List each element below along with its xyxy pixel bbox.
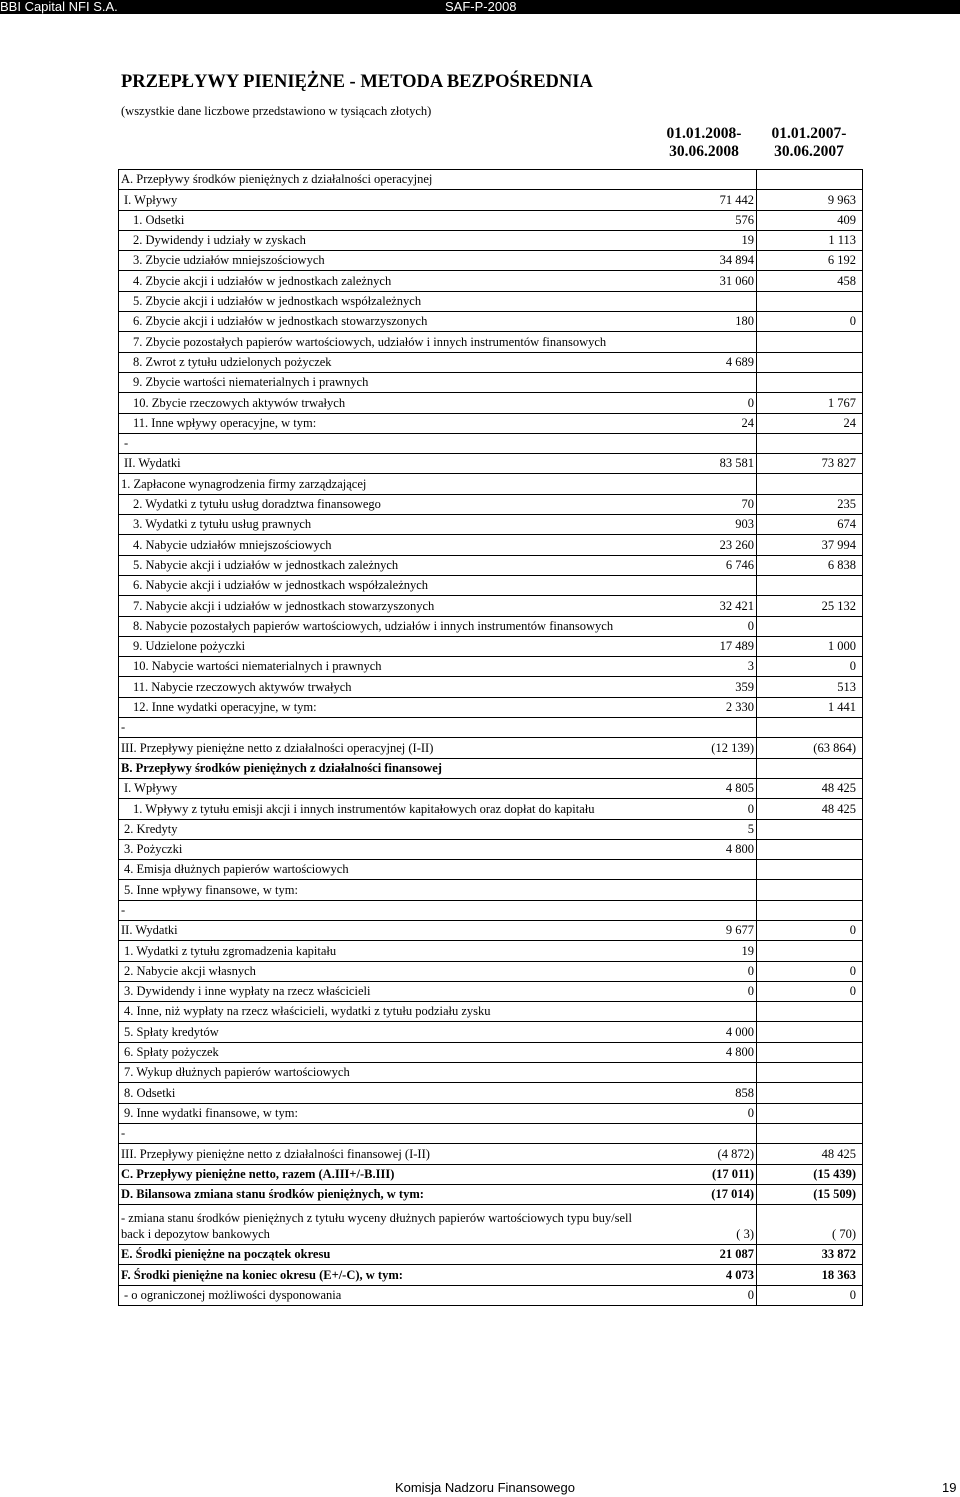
value-2007: 0 xyxy=(849,923,856,938)
row-label: - o ograniczonej możliwości dysponowania xyxy=(124,1288,342,1303)
table-row xyxy=(119,1082,862,1102)
value-2008: 0 xyxy=(747,1105,754,1120)
row-label: II. Wydatki xyxy=(124,456,181,471)
value-2008: 2 330 xyxy=(725,700,754,715)
column-divider xyxy=(756,1082,757,1102)
value-2008: 31 060 xyxy=(719,273,754,288)
row-label: F. Środki pieniężne na koniec okresu (E+/-C), w tym: xyxy=(121,1267,403,1282)
value-2008: 0 xyxy=(747,801,754,816)
column-divider xyxy=(756,616,757,636)
table-row xyxy=(119,392,862,412)
table-row xyxy=(119,270,862,290)
table-row xyxy=(119,1244,862,1264)
table-row xyxy=(119,1204,862,1244)
row-label: 10. Nabycie wartości niematerialnych i prawnych xyxy=(133,659,382,674)
table-row xyxy=(119,534,862,554)
row-label: 1. Odsetki xyxy=(133,212,185,227)
column-divider xyxy=(756,169,757,189)
table-row xyxy=(119,1021,862,1041)
value-2008: 0 xyxy=(747,984,754,999)
value-2008: 24 xyxy=(741,415,754,430)
row-label: 1. Wydatki z tytułu zgromadzenia kapitału xyxy=(124,943,337,958)
table-row xyxy=(119,981,862,1001)
value-2008: 71 442 xyxy=(719,192,754,207)
table-row xyxy=(119,372,862,392)
row-label: 11. Nabycie rzeczowych aktywów trwałych xyxy=(133,679,352,694)
value-2007: 9 963 xyxy=(827,192,856,207)
table-row xyxy=(119,676,862,696)
value-2007: 409 xyxy=(837,212,856,227)
row-label: D. Bilansowa zmiana stanu środków pieniężnych, w tym: xyxy=(121,1187,424,1202)
table-row xyxy=(119,514,862,534)
value-2007: 48 425 xyxy=(821,781,856,796)
row-label: 10. Zbycie rzeczowych aktywów trwałych xyxy=(133,395,346,410)
table-row xyxy=(119,1042,862,1062)
row-label: 4. Emisja dłużnych papierów wartościowych xyxy=(124,862,349,877)
table-row xyxy=(119,169,862,189)
row-label: 4. Nabycie udziałów mniejszościowych xyxy=(133,537,332,552)
table-row xyxy=(119,920,862,940)
table-row xyxy=(119,839,862,859)
column-divider xyxy=(756,1021,757,1041)
table-row xyxy=(119,1285,862,1305)
row-label: 8. Odsetki xyxy=(124,1085,176,1100)
value-2007: 24 xyxy=(843,415,856,430)
column-header-line: 01.01.2007- xyxy=(771,125,847,142)
row-label: - xyxy=(124,436,129,451)
value-2007: 37 994 xyxy=(821,537,856,552)
value-2008: 23 260 xyxy=(719,537,754,552)
row-label: B. Przepływy środków pieniężnych z działalności finansowej xyxy=(121,760,442,775)
row-label: 3. Wydatki z tytułu usług prawnych xyxy=(133,517,312,532)
header-band xyxy=(0,0,960,14)
value-2008: (17 014) xyxy=(711,1187,754,1202)
value-2007: 1 767 xyxy=(827,395,856,410)
column-divider xyxy=(756,717,757,737)
column-divider xyxy=(756,839,757,859)
value-2008: 4 800 xyxy=(725,1045,754,1060)
value-2007: (63 864) xyxy=(813,740,856,755)
report-code: SAF-P-2008 xyxy=(445,0,517,14)
row-label: 6. Nabycie akcji i udziałów w jednostkach współzależnych xyxy=(133,578,429,593)
row-label: 4. Inne, niż wypłaty na rzecz właścicieli, wydatki z tytułu podziału zysku xyxy=(124,1004,491,1019)
column-divider xyxy=(756,859,757,879)
table-row xyxy=(119,453,862,473)
value-2007: 674 xyxy=(837,517,856,532)
value-2008: 70 xyxy=(741,497,754,512)
column-divider xyxy=(756,1123,757,1143)
value-2008: 6 746 xyxy=(725,557,754,572)
column-divider xyxy=(756,900,757,920)
value-2008: 17 489 xyxy=(719,639,754,654)
table-row xyxy=(119,879,862,899)
row-label: 2. Dywidendy i udziały w zyskach xyxy=(133,233,306,248)
table-row xyxy=(119,616,862,636)
row-label: - zmiana stanu środków pieniężnych z tytułu wyceny dłużnych papierów wartościowych typu buy/sell back i depozytow bankowych xyxy=(121,1211,632,1242)
column-divider xyxy=(756,433,757,453)
table-row xyxy=(119,291,862,311)
value-2008: 0 xyxy=(747,1288,754,1303)
row-label: 9. Zbycie wartości niematerialnych i prawnych xyxy=(133,375,369,390)
row-label: 2. Kredyty xyxy=(124,821,178,836)
page-subtitle: (wszystkie dane liczbowe przedstawiono w tysiącach złotych) xyxy=(121,104,432,118)
value-2007: 0 xyxy=(849,984,856,999)
row-label: 3. Zbycie udziałów mniejszościowych xyxy=(133,253,325,268)
value-2008: 359 xyxy=(735,679,754,694)
row-label: 1. Wpływy z tytułu emisji akcji i innych instrumentów kapitałowych oraz dopłat do kapitału xyxy=(133,801,595,816)
row-label: 5. Inne wpływy finansowe, w tym: xyxy=(124,882,298,897)
value-2007: 48 425 xyxy=(821,1146,856,1161)
value-2008: 5 xyxy=(747,821,754,836)
value-2008: ( 3) xyxy=(736,1227,754,1242)
table-row xyxy=(119,494,862,514)
table-row xyxy=(119,1001,862,1021)
company-name: BBI Capital NFI S.A. xyxy=(0,0,118,14)
column-header-line: 01.01.2008- xyxy=(666,125,742,142)
row-label: 4. Zbycie akcji i udziałów w jednostkach zależnych xyxy=(133,273,392,288)
value-2008: 4 000 xyxy=(725,1024,754,1039)
table-row xyxy=(119,961,862,981)
row-label: 7. Wykup dłużnych papierów wartościowych xyxy=(124,1065,350,1080)
row-label: 9. Inne wydatki finansowe, w tym: xyxy=(124,1105,298,1120)
value-2008: 32 421 xyxy=(719,598,754,613)
table-row xyxy=(119,1143,862,1163)
row-label: 6. Spłaty pożyczek xyxy=(124,1045,219,1060)
value-2007: 33 872 xyxy=(821,1247,856,1262)
value-2007: 0 xyxy=(849,659,856,674)
column-divider xyxy=(756,1042,757,1062)
value-2007: 1 000 xyxy=(827,639,856,654)
row-label: 2. Nabycie akcji własnych xyxy=(124,963,256,978)
table-row xyxy=(119,778,862,798)
column-divider xyxy=(756,879,757,899)
table-row xyxy=(119,210,862,230)
value-2007: 1 113 xyxy=(828,233,856,248)
value-2007: 6 838 xyxy=(827,557,856,572)
table-row xyxy=(119,473,862,493)
row-label: A. Przepływy środków pieniężnych z działalności operacyjnej xyxy=(121,172,433,187)
value-2008: 858 xyxy=(735,1085,754,1100)
value-2007: 0 xyxy=(849,314,856,329)
value-2008: 0 xyxy=(747,395,754,410)
value-2007: ( 70) xyxy=(832,1227,856,1242)
row-label: 5. Spłaty kredytów xyxy=(124,1024,219,1039)
row-label: 3. Dywidendy i inne wypłaty na rzecz właścicieli xyxy=(124,984,371,999)
row-label: E. Środki pieniężne na początek okresu xyxy=(121,1247,331,1262)
column-divider xyxy=(756,331,757,351)
table-row xyxy=(119,758,862,778)
column-divider xyxy=(756,758,757,778)
table-row xyxy=(119,798,862,818)
column-divider xyxy=(756,473,757,493)
column-divider xyxy=(756,1062,757,1082)
table-row xyxy=(119,697,862,717)
column-divider xyxy=(756,372,757,392)
row-label: - xyxy=(121,1126,126,1141)
table-row xyxy=(119,1184,862,1204)
row-label: I. Wpływy xyxy=(124,192,178,207)
row-label: 6. Zbycie akcji i udziałów w jednostkach stowarzyszonych xyxy=(133,314,428,329)
column-header-2008 xyxy=(652,125,756,161)
table-row xyxy=(119,250,862,270)
value-2007: (15 439) xyxy=(813,1166,856,1181)
value-2007: 0 xyxy=(849,1288,856,1303)
row-label: I. Wpływy xyxy=(124,781,178,796)
row-label: 1. Zapłacone wynagrodzenia firmy zarządzającej xyxy=(121,476,367,491)
column-divider xyxy=(756,352,757,372)
table-row xyxy=(119,900,862,920)
table-row xyxy=(119,555,862,575)
row-label: C. Przepływy pieniężne netto, razem (A.III+/-B.III) xyxy=(121,1166,395,1181)
value-2008: 4 800 xyxy=(725,842,754,857)
value-2008: 903 xyxy=(735,517,754,532)
value-2007: 25 132 xyxy=(821,598,856,613)
value-2007: 6 192 xyxy=(827,253,856,268)
value-2008: 83 581 xyxy=(719,456,754,471)
value-2008: 4 805 xyxy=(725,781,754,796)
value-2008: 576 xyxy=(735,212,754,227)
footer-authority: Komisja Nadzoru Finansowego xyxy=(395,1480,575,1495)
value-2008: 180 xyxy=(735,314,754,329)
value-2008: 4 073 xyxy=(725,1267,754,1282)
value-2007: 458 xyxy=(837,273,856,288)
value-2008: 19 xyxy=(741,943,754,958)
value-2007: 48 425 xyxy=(821,801,856,816)
value-2008: (17 011) xyxy=(711,1166,754,1181)
row-label: 8. Nabycie pozostałych papierów wartościowych, udziałów i innych instrumentów finansowych xyxy=(133,618,614,633)
table-row xyxy=(119,1164,862,1184)
value-2007: 513 xyxy=(837,679,856,694)
value-2007: 18 363 xyxy=(821,1267,856,1282)
value-2008: 34 894 xyxy=(719,253,754,268)
row-label: 11. Inne wpływy operacyjne, w tym: xyxy=(133,415,317,430)
row-label: 7. Nabycie akcji i udziałów w jednostkach stowarzyszonych xyxy=(133,598,435,613)
row-label: - xyxy=(121,720,126,735)
value-2007: 235 xyxy=(837,497,856,512)
column-divider xyxy=(756,819,757,839)
table-row xyxy=(119,656,862,676)
value-2008: (4 872) xyxy=(717,1146,754,1161)
table-row xyxy=(119,1123,862,1143)
page-title: PRZEPŁYWY PIENIĘŻNE - METODA BEZPOŚREDNIA xyxy=(121,72,593,92)
row-label: 5. Zbycie akcji i udziałów w jednostkach współzależnych xyxy=(133,294,422,309)
value-2008: 9 677 xyxy=(725,923,754,938)
table-row xyxy=(119,311,862,331)
table-row xyxy=(119,595,862,615)
table-row xyxy=(119,230,862,250)
row-label: - xyxy=(121,902,126,917)
value-2008: 0 xyxy=(747,618,754,633)
table-row xyxy=(119,352,862,372)
value-2008: 3 xyxy=(747,659,754,674)
row-label: 3. Pożyczki xyxy=(124,842,183,857)
table-row xyxy=(119,859,862,879)
row-label: 12. Inne wydatki operacyjne, w tym: xyxy=(133,700,317,715)
column-divider xyxy=(756,575,757,595)
table-row xyxy=(119,717,862,737)
row-label: III. Przepływy pieniężne netto z działalności finansowej (I-II) xyxy=(121,1146,430,1161)
column-divider xyxy=(756,291,757,311)
column-header-line: 30.06.2007 xyxy=(774,143,844,160)
row-label: 8. Zwrot z tytułu udzielonych pożyczek xyxy=(133,354,332,369)
table-row xyxy=(119,575,862,595)
column-header-2007 xyxy=(757,125,861,161)
value-2008: 0 xyxy=(747,963,754,978)
row-label: 5. Nabycie akcji i udziałów w jednostkach zależnych xyxy=(133,557,399,572)
table-row xyxy=(119,1103,862,1123)
column-divider xyxy=(756,1103,757,1123)
column-divider xyxy=(756,940,757,960)
cash-flow-table xyxy=(118,169,863,1306)
table-row xyxy=(119,1062,862,1082)
table-row xyxy=(119,331,862,351)
column-header-line: 30.06.2008 xyxy=(669,143,739,160)
row-label: 7. Zbycie pozostałych papierów wartościowych, udziałów i innych instrumentów finansowych xyxy=(133,334,607,349)
table-row xyxy=(119,819,862,839)
row-label: 9. Udzielone pożyczki xyxy=(133,639,246,654)
row-label: II. Wydatki xyxy=(121,923,178,938)
table-row xyxy=(119,636,862,656)
value-2007: 73 827 xyxy=(821,456,856,471)
value-2007: 0 xyxy=(849,963,856,978)
page-number: 19 xyxy=(942,1480,957,1495)
value-2008: (12 139) xyxy=(711,740,754,755)
table-row xyxy=(119,433,862,453)
value-2007: (15 509) xyxy=(813,1187,856,1202)
value-2008: 4 689 xyxy=(725,354,754,369)
value-2007: 1 441 xyxy=(827,700,856,715)
table-row xyxy=(119,940,862,960)
value-2008: 21 087 xyxy=(719,1247,754,1262)
table-row xyxy=(119,1264,862,1284)
column-divider xyxy=(756,1001,757,1021)
row-label: III. Przepływy pieniężne netto z działalności operacyjnej (I-II) xyxy=(121,740,434,755)
table-row xyxy=(119,413,862,433)
table-row xyxy=(119,189,862,209)
row-label: 2. Wydatki z tytułu usług doradztwa finansowego xyxy=(133,497,381,512)
table-row xyxy=(119,737,862,757)
value-2008: 19 xyxy=(741,233,754,248)
